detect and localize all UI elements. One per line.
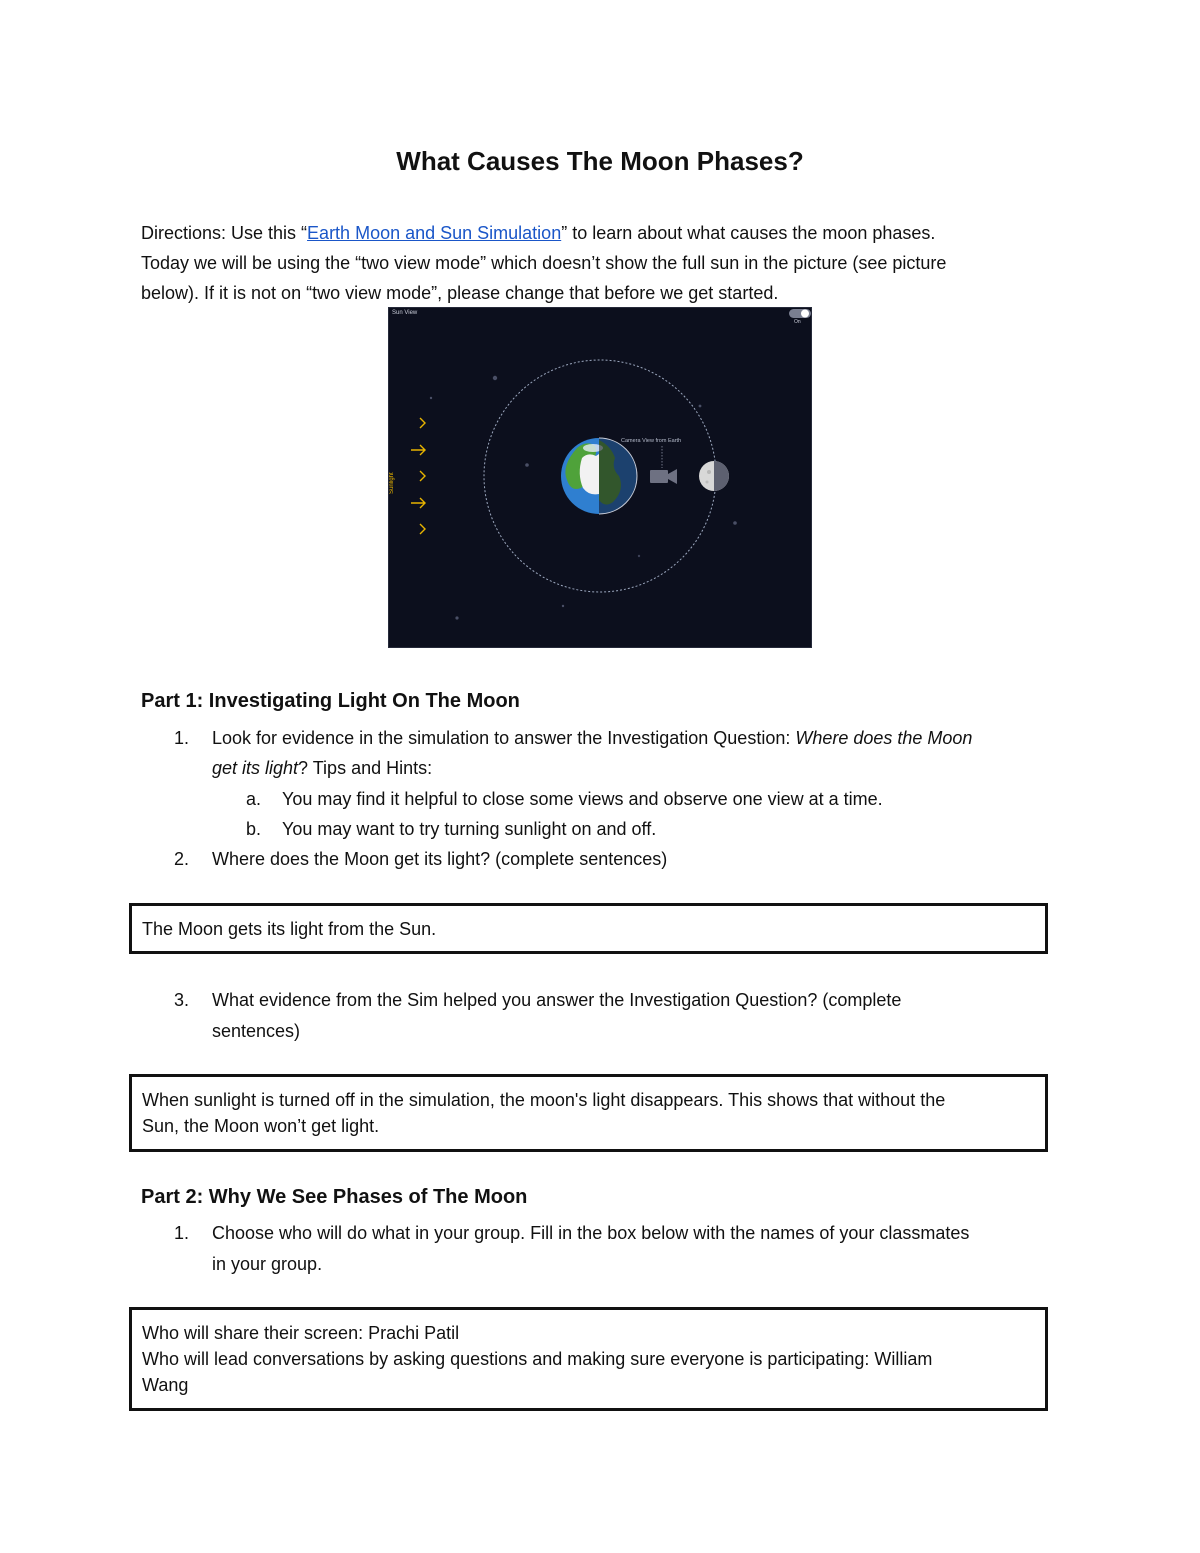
star	[638, 555, 640, 557]
toggle-knob	[801, 310, 809, 318]
answer-q3-line2: Sun, the Moon won’t get light.	[142, 1116, 380, 1136]
sunlight-label: Sunlight	[389, 472, 395, 494]
simulation-screenshot	[388, 307, 812, 648]
answer-box-q3[interactable]	[129, 1074, 1048, 1152]
star	[430, 397, 432, 399]
sunlight-arrows	[411, 418, 425, 534]
camera-icon	[650, 469, 677, 484]
part1-q2-text: Where does the Moon get its light? (complete sentences)	[212, 849, 668, 869]
answer-roles-line2: Who will lead conversations by asking questions and making sure everyone is participating: William	[142, 1349, 933, 1369]
tip-a-label: a.	[246, 789, 262, 809]
sim-corner-label: Sun View	[392, 310, 418, 316]
star	[733, 521, 737, 525]
part1-q1-number: 1.	[174, 728, 190, 748]
sunlight-arrow-icon	[420, 418, 425, 428]
sunlight-arrow-icon	[411, 498, 425, 508]
page-title: What Causes The Moon Phases?	[396, 146, 804, 176]
part1-q1-line2: get its light? Tips and Hints:	[212, 758, 433, 778]
part1-q3-number: 3.	[174, 990, 190, 1010]
sunlight-arrow-icon	[411, 445, 425, 455]
part2-q1-number: 1.	[174, 1223, 190, 1243]
star	[455, 616, 458, 619]
answer-q3-line1: When sunlight is turned off in the simulation, the moon's light disappears. This shows that without the	[142, 1090, 946, 1110]
part1-q2-number: 2.	[174, 849, 190, 869]
part2-q1-line1: Choose who will do what in your group. Fill in the box below with the names of your classmates	[212, 1223, 970, 1243]
earth-icon	[561, 438, 637, 514]
answer-box-roles[interactable]	[129, 1307, 1048, 1411]
moon-icon	[699, 461, 729, 491]
answer-roles-line3: Wang	[142, 1375, 189, 1395]
simulation-figure	[389, 308, 811, 647]
star	[493, 376, 497, 380]
sunlight-arrow-icon	[420, 524, 425, 534]
directions-line-2: Today we will be using the “two view mode” which doesn’t show the full sun in the picture (see picture	[141, 253, 947, 273]
part1-q1-line1: Look for evidence in the simulation to answer the Investigation Question: Where does the Moon	[212, 728, 973, 748]
part1-q3-line2: sentences)	[212, 1021, 301, 1041]
star	[562, 605, 564, 607]
sunlight-arrow-icon	[420, 471, 425, 481]
camera-view-label: Camera View from Earth	[621, 438, 682, 444]
star	[525, 463, 529, 467]
star	[699, 405, 702, 408]
part2-heading: Part 2: Why We See Phases of The Moon	[141, 1186, 528, 1208]
part2-q1-line2: in your group.	[212, 1254, 323, 1274]
directions-line-1: Directions: Use this “Earth Moon and Sun Simulation” to learn about what causes the moon phases.	[141, 223, 936, 243]
directions-line-3: below). If it is not on “two view mode”, please change that before we get started.	[141, 283, 779, 303]
tip-b-label: b.	[246, 819, 262, 839]
answer-roles-line1: Who will share their screen: Prachi Patil	[142, 1323, 460, 1343]
answer-box-q2[interactable]	[129, 903, 1048, 954]
directions-paragraph	[141, 218, 1061, 308]
answer-q2: The Moon gets its light from the Sun.	[142, 919, 437, 939]
tip-a-text: You may find it helpful to close some views and observe one view at a time.	[282, 789, 883, 809]
simulation-link[interactable]: Earth Moon and Sun Simulation	[307, 223, 562, 243]
toggle-label: On	[794, 319, 801, 325]
part1-heading: Part 1: Investigating Light On The Moon	[141, 690, 520, 712]
part1-q3-line1: What evidence from the Sim helped you answer the Investigation Question? (complete	[212, 990, 902, 1010]
tip-b-text: You may want to try turning sunlight on and off.	[282, 819, 657, 839]
